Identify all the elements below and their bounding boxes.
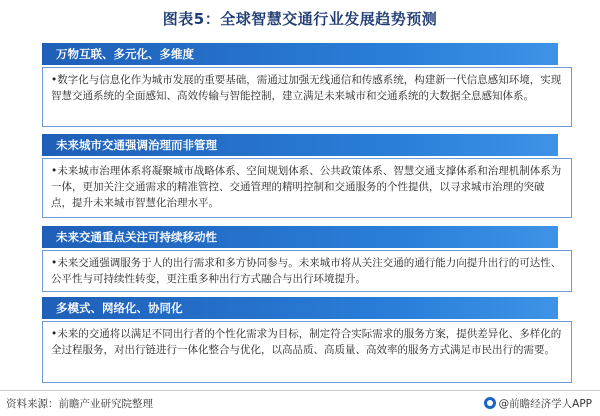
section-heading: 未来交通重点关注可持续移动性	[42, 226, 558, 248]
section-heading: 未来城市交通强调治理而非管理	[42, 134, 558, 156]
brand-label: @前瞻经济学人APP	[498, 398, 592, 410]
trend-section-3	[42, 226, 572, 292]
chart-title: 图表5：全球智慧交通行业发展趋势预测	[162, 10, 438, 28]
source-note: 资料来源：前瞻产业研究院整理	[6, 398, 153, 410]
section-text: •数字化与信息化作为城市发展的重要基础，需通过加强无线通信和传感系统，构建新一代信息感知环境，实现智慧交通系统的全面感知、高效传输与智能控制，建立满足未来城市和交通系统的大数据全息感知体系。	[42, 67, 572, 127]
section-text: •未来交通强调服务于人的出行需求和多方协同参与。未来城市将从关注交通的通行能力向提升出行的可达性、公平性与可持续性转变，更注重多种出行方式融合与出行环境提升。	[42, 250, 572, 292]
trend-section-1	[42, 43, 572, 129]
trend-section-2	[42, 134, 572, 220]
section-heading: 万物互联、多元化、多维度	[42, 43, 558, 65]
brand-credit	[484, 396, 592, 411]
footer-divider	[0, 390, 600, 391]
section-text: •未来城市治理体系将凝聚城市战略体系、空间规划体系、公共政策体系、智慧交通支撑体系和治理机制体系为一体，更加关注交通需求的精准管控、交通管理的精明控制和交通服务的个性提供，以寻求城市治理的突破点，提升未来城市智慧化治理水平。	[42, 158, 572, 218]
trend-section-4	[42, 297, 572, 385]
brand-logo-icon	[484, 397, 496, 409]
section-text: •未来的交通将以满足不同出行者的个性化需求为目标，制定符合实际需求的服务方案，提供差异化、多样化的全过程服务，对出行链进行一体化整合与优化，以高品质、高质量、高效率的服务方式满足市民出行的需要。	[42, 321, 572, 383]
section-heading: 多模式、网络化、协同化	[42, 297, 558, 319]
